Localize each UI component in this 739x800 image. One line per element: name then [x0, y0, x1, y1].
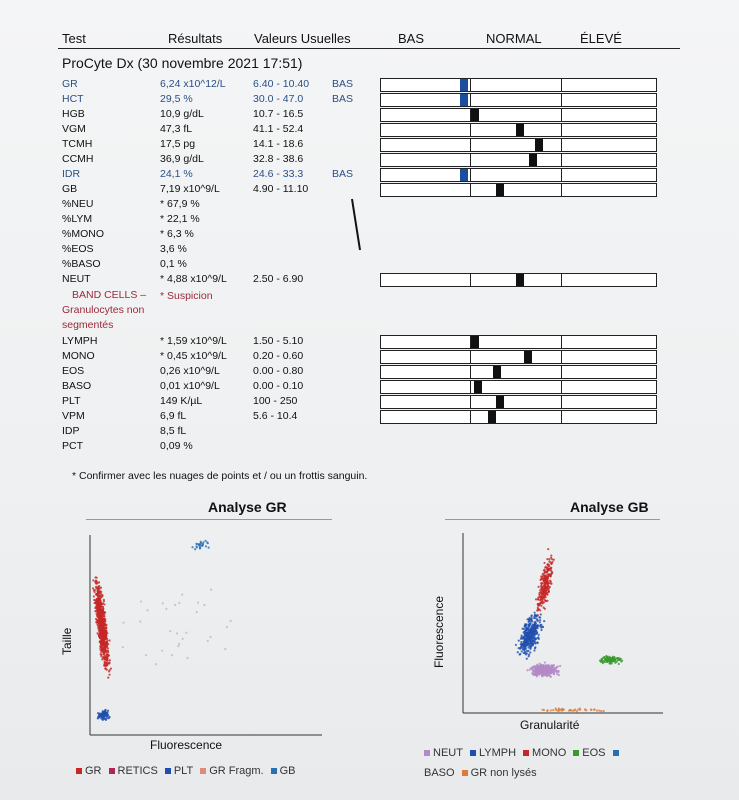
- legend-label: GR non lysés: [470, 767, 537, 779]
- legend-swatch: [76, 768, 82, 774]
- reference-range: 32.8 - 38.6: [253, 153, 304, 165]
- test-result: 149 K/µL: [160, 395, 203, 407]
- test-result: 36,9 g/dL: [160, 153, 204, 165]
- range-indicator-bar: [380, 273, 657, 287]
- range-indicator-bar: [380, 78, 657, 92]
- status-flag: BAS: [332, 93, 354, 105]
- header-divider: [58, 48, 680, 49]
- test-result: 8,5 fL: [160, 425, 187, 437]
- result-row: [0, 257, 739, 272]
- test-result: 6,9 fL: [160, 410, 187, 422]
- reference-range: 14.1 - 18.6: [253, 138, 304, 150]
- test-name: IDR: [62, 168, 81, 180]
- handwritten-stroke: [340, 195, 370, 255]
- result-row: [0, 439, 739, 454]
- range-indicator-bar: [380, 395, 657, 409]
- test-name: TCMH: [62, 138, 93, 150]
- legend-item: [200, 765, 263, 777]
- test-result: 0,26 x10^9/L: [160, 365, 220, 377]
- test-name: CCMH: [62, 153, 94, 165]
- gb-y-axis-label: Fluorescence: [432, 595, 446, 668]
- value-marker: [516, 274, 524, 286]
- reference-range: 100 - 250: [253, 395, 298, 407]
- test-name: %EOS: [62, 243, 94, 255]
- range-indicator-bar: [380, 350, 657, 364]
- range-indicator-bar: [380, 365, 657, 379]
- column-header-normal: NORMAL: [486, 31, 542, 46]
- legend-label: NEUT: [433, 747, 463, 759]
- test-name: EOS: [62, 365, 85, 377]
- legend-item: [462, 767, 537, 779]
- test-name: BASO: [62, 380, 92, 392]
- value-marker: [488, 411, 496, 423]
- value-marker: [535, 139, 543, 151]
- reference-range: 6.40 - 10.40: [253, 78, 310, 90]
- reference-range: 0.00 - 0.80: [253, 365, 304, 377]
- value-marker: [460, 169, 468, 181]
- status-flag: BAS: [332, 168, 354, 180]
- test-name: HCT: [62, 93, 84, 105]
- gr-x-axis-label: Fluorescence: [150, 738, 223, 752]
- legend-swatch: [462, 770, 468, 776]
- test-name: PCT: [62, 440, 83, 452]
- band-cells-result: * Suspicion: [160, 290, 213, 302]
- test-result: 17,5 pg: [160, 138, 196, 150]
- gr-scatter-plot: [62, 525, 332, 765]
- legend-item: [109, 765, 158, 777]
- legend-item: [76, 765, 102, 777]
- value-marker: [496, 396, 504, 408]
- reference-range: 1.50 - 5.10: [253, 335, 304, 347]
- reference-range: 2.50 - 6.90: [253, 273, 304, 285]
- legend-label: PLT: [173, 765, 194, 777]
- gb-x-axis-label: Granularité: [520, 718, 580, 732]
- value-marker: [516, 124, 524, 136]
- value-marker: [460, 94, 468, 106]
- legend-item: [165, 765, 193, 777]
- legend-swatch: [271, 768, 277, 774]
- value-marker: [493, 366, 501, 378]
- legend-label: GR Fragm.: [209, 765, 264, 777]
- range-indicator-bar: [380, 183, 657, 197]
- test-result: * 22,1 %: [160, 213, 200, 225]
- legend-swatch: [523, 750, 529, 756]
- test-result: 47,3 fL: [160, 123, 193, 135]
- report-title: ProCyte Dx (30 novembre 2021 17:51): [62, 55, 303, 71]
- gb-legend: [424, 743, 654, 783]
- legend-label: MONO: [532, 747, 567, 759]
- legend-swatch: [424, 750, 430, 756]
- legend-item: [470, 747, 516, 759]
- test-result: * 0,45 x10^9/L: [160, 350, 227, 362]
- test-name: VPM: [62, 410, 85, 422]
- gb-panel-title: Analyse GB: [570, 499, 649, 515]
- range-indicator-bar: [380, 410, 657, 424]
- test-result: * 67,9 %: [160, 198, 200, 210]
- reference-range: 4.90 - 11.10: [253, 183, 309, 195]
- test-result: * 6,3 %: [160, 228, 194, 240]
- legend-item: [523, 747, 566, 759]
- legend-label: LYMPH: [478, 747, 517, 759]
- legend-swatch: [200, 768, 206, 774]
- test-result: 0,1 %: [160, 258, 187, 270]
- legend-swatch: [573, 750, 579, 756]
- legend-label: EOS: [582, 747, 606, 759]
- reference-range: 30.0 - 47.0: [253, 93, 304, 105]
- test-name: %LYM: [62, 213, 93, 225]
- column-header-test: Test: [62, 31, 86, 46]
- range-indicator-bar: [380, 380, 657, 394]
- reference-range: 5.6 - 10.4: [253, 410, 298, 422]
- reference-range: 24.6 - 33.3: [253, 168, 304, 180]
- result-row: [0, 424, 739, 439]
- range-indicator-bar: [380, 335, 657, 349]
- value-marker: [471, 109, 479, 121]
- column-header-reference: Valeurs Usuelles: [254, 31, 351, 46]
- test-result: 3,6 %: [160, 243, 187, 255]
- test-name: LYMPH: [62, 335, 98, 347]
- legend-label: RETICS: [117, 765, 158, 777]
- legend-label: BASO: [424, 767, 455, 779]
- value-marker: [524, 351, 532, 363]
- test-result: * 1,59 x10^9/L: [160, 335, 227, 347]
- test-result: 24,1 %: [160, 168, 193, 180]
- test-name: NEUT: [62, 273, 91, 285]
- test-result: 29,5 %: [160, 93, 193, 105]
- test-result: 10,9 g/dL: [160, 108, 204, 120]
- legend-swatch: [613, 750, 619, 756]
- gr-y-axis-label: Taille: [60, 627, 74, 655]
- test-result: 6,24 x10^12/L: [160, 78, 226, 90]
- value-marker: [496, 184, 504, 196]
- test-name: HGB: [62, 108, 85, 120]
- gb-scatter-plot: [445, 525, 675, 720]
- legend-swatch: [470, 750, 476, 756]
- band-cells-label-2: Granulocytes non: [62, 304, 145, 316]
- reference-range: 41.1 - 52.4: [253, 123, 304, 135]
- gr-legend: [76, 765, 303, 777]
- test-name: %MONO: [62, 228, 104, 240]
- test-name: %NEU: [62, 198, 94, 210]
- footnote: * Confirmer avec les nuages de points et / ou un frottis sanguin.: [72, 470, 368, 482]
- value-marker: [471, 336, 479, 348]
- gr-panel-title: Analyse GR: [208, 499, 287, 515]
- value-marker: [474, 381, 482, 393]
- legend-item: [271, 765, 296, 777]
- test-result: 7,19 x10^9/L: [160, 183, 220, 195]
- reference-range: 10.7 - 16.5: [253, 108, 304, 120]
- value-marker: [460, 79, 468, 91]
- reference-range: 0.00 - 0.10: [253, 380, 304, 392]
- range-indicator-bar: [380, 93, 657, 107]
- column-header-results: Résultats: [168, 31, 223, 46]
- band-cells-label-3: segmentés: [62, 319, 114, 331]
- legend-item: [424, 747, 463, 759]
- test-result: 0,01 x10^9/L: [160, 380, 220, 392]
- range-indicator-bar: [380, 168, 657, 182]
- test-name: VGM: [62, 123, 86, 135]
- test-name: IDP: [62, 425, 80, 437]
- test-result: 0,09 %: [160, 440, 193, 452]
- gr-title-rule: [86, 519, 332, 520]
- legend-swatch: [165, 768, 171, 774]
- legend-item: [573, 747, 605, 759]
- range-indicator-bar: [380, 153, 657, 167]
- status-flag: BAS: [332, 78, 354, 90]
- legend-swatch: [109, 768, 115, 774]
- test-name: MONO: [62, 350, 95, 362]
- reference-range: 0.20 - 0.60: [253, 350, 304, 362]
- gb-title-rule: [445, 519, 660, 520]
- legend-label: GR: [85, 765, 102, 777]
- test-name: GB: [62, 183, 78, 195]
- test-name: %BASO: [62, 258, 101, 270]
- range-indicator-bar: [380, 123, 657, 137]
- range-indicator-bar: [380, 108, 657, 122]
- column-header-low: BAS: [398, 31, 425, 46]
- band-cells-label: BAND CELLS –: [72, 289, 147, 301]
- test-name: GR: [62, 78, 78, 90]
- value-marker: [529, 154, 537, 166]
- range-indicator-bar: [380, 138, 657, 152]
- legend-label: GB: [279, 765, 296, 777]
- test-result: * 4,88 x10^9/L: [160, 273, 227, 285]
- column-header-high: ÉLEVÉ: [580, 31, 622, 46]
- test-name: PLT: [62, 395, 81, 407]
